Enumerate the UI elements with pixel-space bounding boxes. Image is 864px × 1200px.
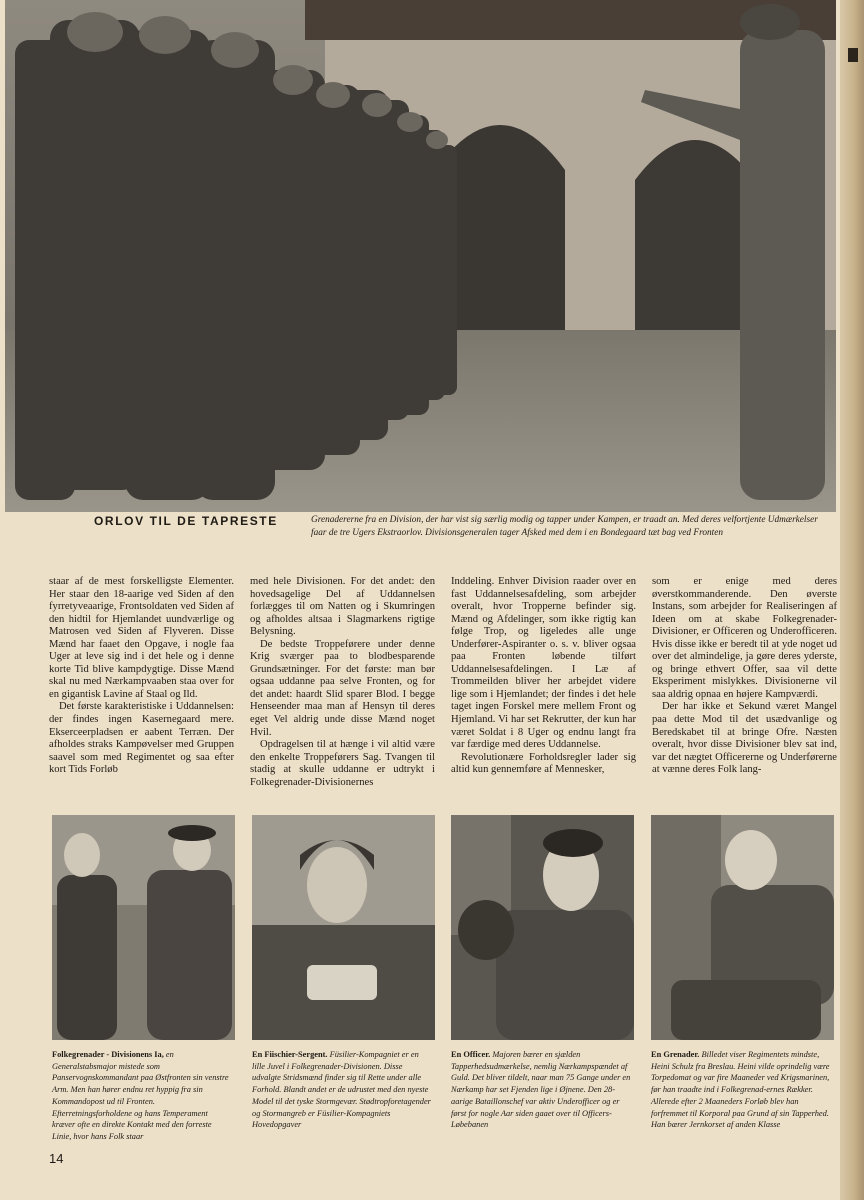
paragraph: Inddeling. Enhver Division raader over en fast Uddannelsesafdeling, som arbejder overalt, hvor Tropperne befinder sig. Mænd og Afdelinger, som ikke rigtig kan følge Trop, og ligeledes alle unge Underfører-Aspiranter o. s. v. bliver ogsaa paa Fronten løbende tilført Uddannelsesafdelingen. I Læ af Trommeilden bliver her arbejdet videre lige som i Hjemlandet; der findes i det hele taget ingen Forskel mere mellem Front og Hjemland. Vi har set Rekrutter, der kun har været Soldat i 8 Uger og endnu langt fra var færdige med deres Uddannelse. xyxy=(451,576,636,751)
photo-caption-heading: En Fiischier-Sergent. xyxy=(252,1050,328,1059)
article-column-4 xyxy=(652,576,837,777)
edge-tab-marker xyxy=(848,48,858,62)
hero-photo xyxy=(5,0,836,512)
page-edge xyxy=(840,0,864,1200)
hero-title: ORLOV TIL DE TAPRESTE xyxy=(94,514,278,528)
portrait-photo-fusilier-sergeant xyxy=(252,815,435,1040)
paragraph: Der har ikke et Sekund været Mangel paa dette Mod til det usædvanlige og Beredskabet til at bringe Ofre. Næsten overalt, hvor disse Divisioner blev sat ind, var det nægtet Officererne og Underførerne at vænne deres Folk lang- xyxy=(652,701,837,776)
paragraph: med hele Divisionen. For det andet: den hovedsagelige Del af Uddannelsen forlægges til om Natten og i Skumringen og afholdes altsaa i Slagmarkens rigtige Belysning. xyxy=(250,576,435,638)
photo-caption-text: en Generalstabsmajor mistede som Panservognskommandant paa Østfronten sin venstre Arm. Men han hører endnu ret hyppig fra sin Kommandopost ud til Fronten. Efterretningsforholdene og hans Temperament kræver ofte en direkte Kontakt med den forreste Linie, hvor hans Folk staar xyxy=(52,1050,229,1141)
photo-caption-heading: En Grenader. xyxy=(651,1050,700,1059)
paragraph: staar af de mest forskelligste Elementer. Her staar den 18-aarige ved Siden af den fyrretyveaarige, Frontsoldaten ved Siden af den hidtil for Hjemlandet uundværlige og Matrosen ved Siden af Flyveren. Disse Mænd har faaet den Opgave, i nogle faa Uger at leve sig ind i det hele og i denne korte Tid blive kampdygtige. Disse Mænd skal nu med Nærkampvaaben staa over for en gigantisk Lavine af Staal og Ild. xyxy=(49,576,234,700)
portrait-photo-officer xyxy=(451,815,634,1040)
paragraph: Det første karakteristiske i Uddannelsen: der findes ingen Kasernegaard mere. Ekserceerpladsen er aabent Terræn. Der afholdes straks Kampøvelser med Gruppen saavel som med Regimentet og saa efter kort Tids Forløb xyxy=(49,701,234,776)
page-number: 14 xyxy=(49,1151,64,1166)
portrait-photo-grenadier xyxy=(651,815,834,1040)
hero-caption: Grenadererne fra en Division, der har vist sig særlig modig og tapper under Kampen, er traadt an. Med deres velfortjente Udmærkelser faar de tre Ugers Ekstraorlov. Divisionsgeneralen tager Afsked med dem i en Bondegaard tæt bag ved Fronten xyxy=(311,515,818,538)
photo-caption-text: Majoren bærer en sjælden Tapperhedsudmærkelse, nemlig Nærkampspændet af Guld. Det bliver tildelt, naar man 75 Gange under en Nærkamp har set Fjenden lige i Øjnene. Den 28-aarige Bataillonschef var aktiv Underofficer og er først for nogle Aar siden gaaet over til Officers-Løbebanen xyxy=(451,1050,631,1130)
portrait-photo-ia-major xyxy=(52,815,235,1040)
photo-caption-text: Füsilier-Kompagniet er en lille Juvel i Folkegrenader-Divisionen. Disse udvalgte Stridsmænd finder sig til Rette under alle Forhold. Blandt andet er de udrustet med den nyeste Model til det tyske Stormgevær. Stødtropforetagender og Stormangreb er Füsilier-Kompagniets Hovedopgaver xyxy=(252,1050,431,1130)
paragraph: Opdragelsen til at hænge i vil altid være den enkelte Troppeførers Sag. Tvangen til stadig at skulle uddanne er udtrykt i Folkegrenader-Divisionernes xyxy=(250,739,435,788)
paragraph: De bedste Troppeførere under denne Krig sværger paa to blodbesparende Grundsætninger. For det første: man bør ogsaa uddanne paa selve Fronten, og for det andet: haardt Slid sparer Blod. I begge Henseender maa man af Hensyn til deres eget Vel aldrig unde disse Mænd noget Hvil. xyxy=(250,638,435,738)
photo-caption-1 xyxy=(52,1049,232,1143)
paragraph: som er enige med deres øverstkommanderende. Den øverste Instans, som arbejder for Realiseringen af Ideen om at skabe Folkegrenader-Divisioner, er Officeren og Underofficeren. Hvis disse ikke er beredt til at yde noget ud over det almindelige, ja gøre deres yderste, og bringe ethvert Offer, saa vil dette Eksperiment mislykkes. Divisionerne vil saa aldrig opnaa en højere Kampværdi. xyxy=(652,576,837,700)
photo-caption-heading: Folkegrenader - Divisionens Ia, xyxy=(52,1050,164,1059)
paragraph: Revolutionære Forholdsregler lader sig altid kun gennemføre af Mennesker, xyxy=(451,751,636,776)
article-column-3 xyxy=(451,576,636,777)
article-column-1 xyxy=(49,576,234,777)
photo-caption-heading: En Officer. xyxy=(451,1050,491,1059)
photo-caption-text: Billedet viser Regimentets mindste, Heini Schulz fra Breslau. Heini vilde oprindelig være Torpedomat og var fire Maaneder ved Krigsmarinen, før han traadte ind i Folkegrenad-ernes Rækker. Allerede efter 2 Maaneders Forløb blev han forfremmet til Korporal paa Grund af sin Tapperhed. Han bærer Jernkorset af anden Klasse xyxy=(651,1050,830,1130)
photo-caption-3 xyxy=(451,1049,631,1131)
photo-caption-4 xyxy=(651,1049,831,1131)
article-column-2 xyxy=(250,576,435,789)
photo-caption-2 xyxy=(252,1049,432,1131)
